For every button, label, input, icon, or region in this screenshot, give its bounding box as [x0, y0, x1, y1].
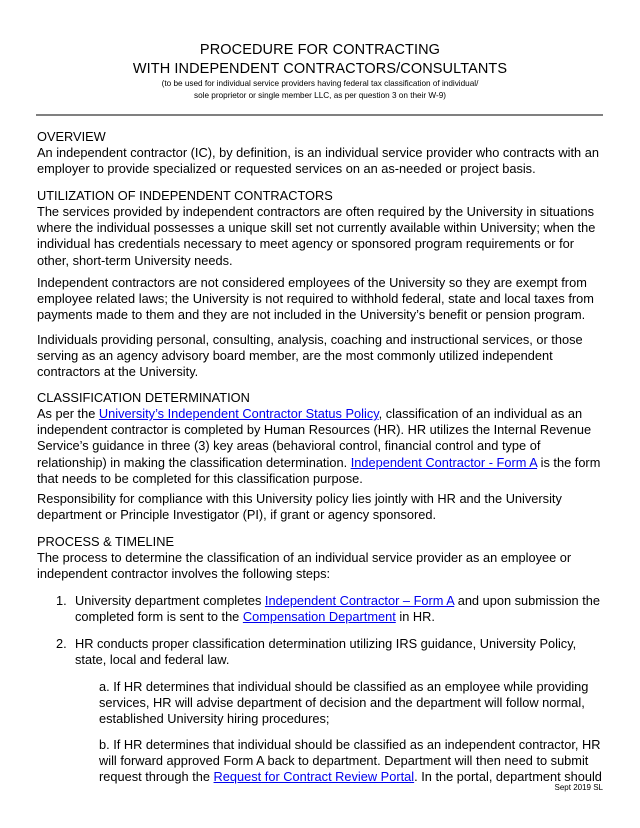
- utilization-paragraph-2: Independent contractors are not considered employees of the University so they are exempt from employee related laws; the University is not required to withhold federal, state and local taxes from payments made to them and they are not included in the University’s benefit or pension program.: [37, 275, 594, 323]
- utilization-heading: UTILIZATION OF INDEPENDENT CONTRACTORS: [37, 188, 333, 203]
- step-2-number: 2.: [56, 636, 67, 651]
- step-1-text-c: in HR.: [395, 609, 435, 625]
- overview-heading: OVERVIEW: [37, 129, 106, 144]
- form-a-link-step-1[interactable]: Independent Contractor – Form A: [264, 593, 455, 608]
- process-step-1: [56, 593, 603, 625]
- process-heading: PROCESS & TIMELINE: [37, 534, 175, 549]
- process-step-2: [56, 636, 603, 668]
- step-2-sub-a: a. If HR determines that individual should be classified as an employee while providing services, HR will advise department of decision and the department will follow normal, established University hiring procedures;: [99, 679, 589, 727]
- step-2-text: HR conducts proper classification determination utilizing IRS guidance, University Policy, state, local and federal law.: [75, 636, 577, 668]
- classification-paragraph-1: [37, 406, 603, 487]
- overview-text: An independent contractor (IC), by definition, is an individual service provider who contracts with an employer to provide specialized or requested services on an as-needed or project basis.: [37, 145, 599, 177]
- step-1-text-b: and upon submission the completed form is sent to the: [75, 593, 600, 625]
- header-divider: [36, 114, 603, 116]
- utilization-paragraph-3: Individuals providing personal, consulting, analysis, coaching and instructional services, or those serving as an agency advisory board member, are the most commonly utilized independent contractors at the University.: [37, 332, 583, 380]
- process-intro: The process to determine the classification of an individual service provider as an employee or independent contractor involves the following steps:: [37, 550, 572, 582]
- form-a-link[interactable]: Independent Contractor - Form A: [350, 454, 538, 470]
- step-1-text: [75, 593, 603, 625]
- document-note-line-2: sole proprietor or single member LLC, as per question 3 on their W-9): [194, 91, 446, 100]
- footer-revision-note: Sept 2019 SL: [554, 783, 603, 792]
- document-title-line-2: WITH INDEPENDENT CONTRACTORS/CONSULTANTS: [132, 61, 508, 77]
- classification-paragraph-2: Responsibility for compliance with this University policy lies jointly with HR and the University department or Principle Investigator (PI), if grant or agency sponsored.: [37, 491, 562, 523]
- document-note-line-1: (to be used for individual service providers having federal tax classification of individual/: [161, 79, 479, 88]
- contract-review-portal-link[interactable]: Request for Contract Review Portal: [213, 769, 415, 785]
- step-1-text-a: University department completes: [75, 593, 265, 608]
- document-title-line-1: PROCEDURE FOR CONTRACTING: [199, 42, 441, 58]
- classification-text-b: , classification of an individual as an independent contractor is completed by Human Resources (HR). HR utilizes the Internal Revenue Service’s guidance in three (3) key areas (behavioral control, financial control and type of relationship) in making the classification determination.: [37, 406, 592, 470]
- sub-b-text-a: b. If HR determines that individual should be classified as an independent contractor, HR will forward approved Form A back to department. Department will then need to submit request through the: [99, 737, 601, 785]
- step-1-number: 1.: [56, 593, 67, 608]
- sub-b-text-b: . In the portal, department should: [414, 769, 602, 785]
- classification-text-c: is the form that needs to be completed for this classification purpose.: [37, 454, 601, 486]
- utilization-paragraph-1: The services provided by independent contractors are often required by the University in situations where the individual possesses a unique skill set not currently available within University; when the individual has credentials necessary to meet agency or sponsored program requirements or for other, short-term University needs.: [37, 204, 596, 268]
- compensation-department-link[interactable]: Compensation Department: [242, 609, 396, 625]
- contractor-status-policy-link[interactable]: University’s Independent Contractor Status Policy: [98, 406, 379, 421]
- step-2-sub-b: [99, 737, 603, 786]
- classification-heading: CLASSIFICATION DETERMINATION: [37, 390, 250, 405]
- classification-text-a: As per the: [37, 406, 99, 421]
